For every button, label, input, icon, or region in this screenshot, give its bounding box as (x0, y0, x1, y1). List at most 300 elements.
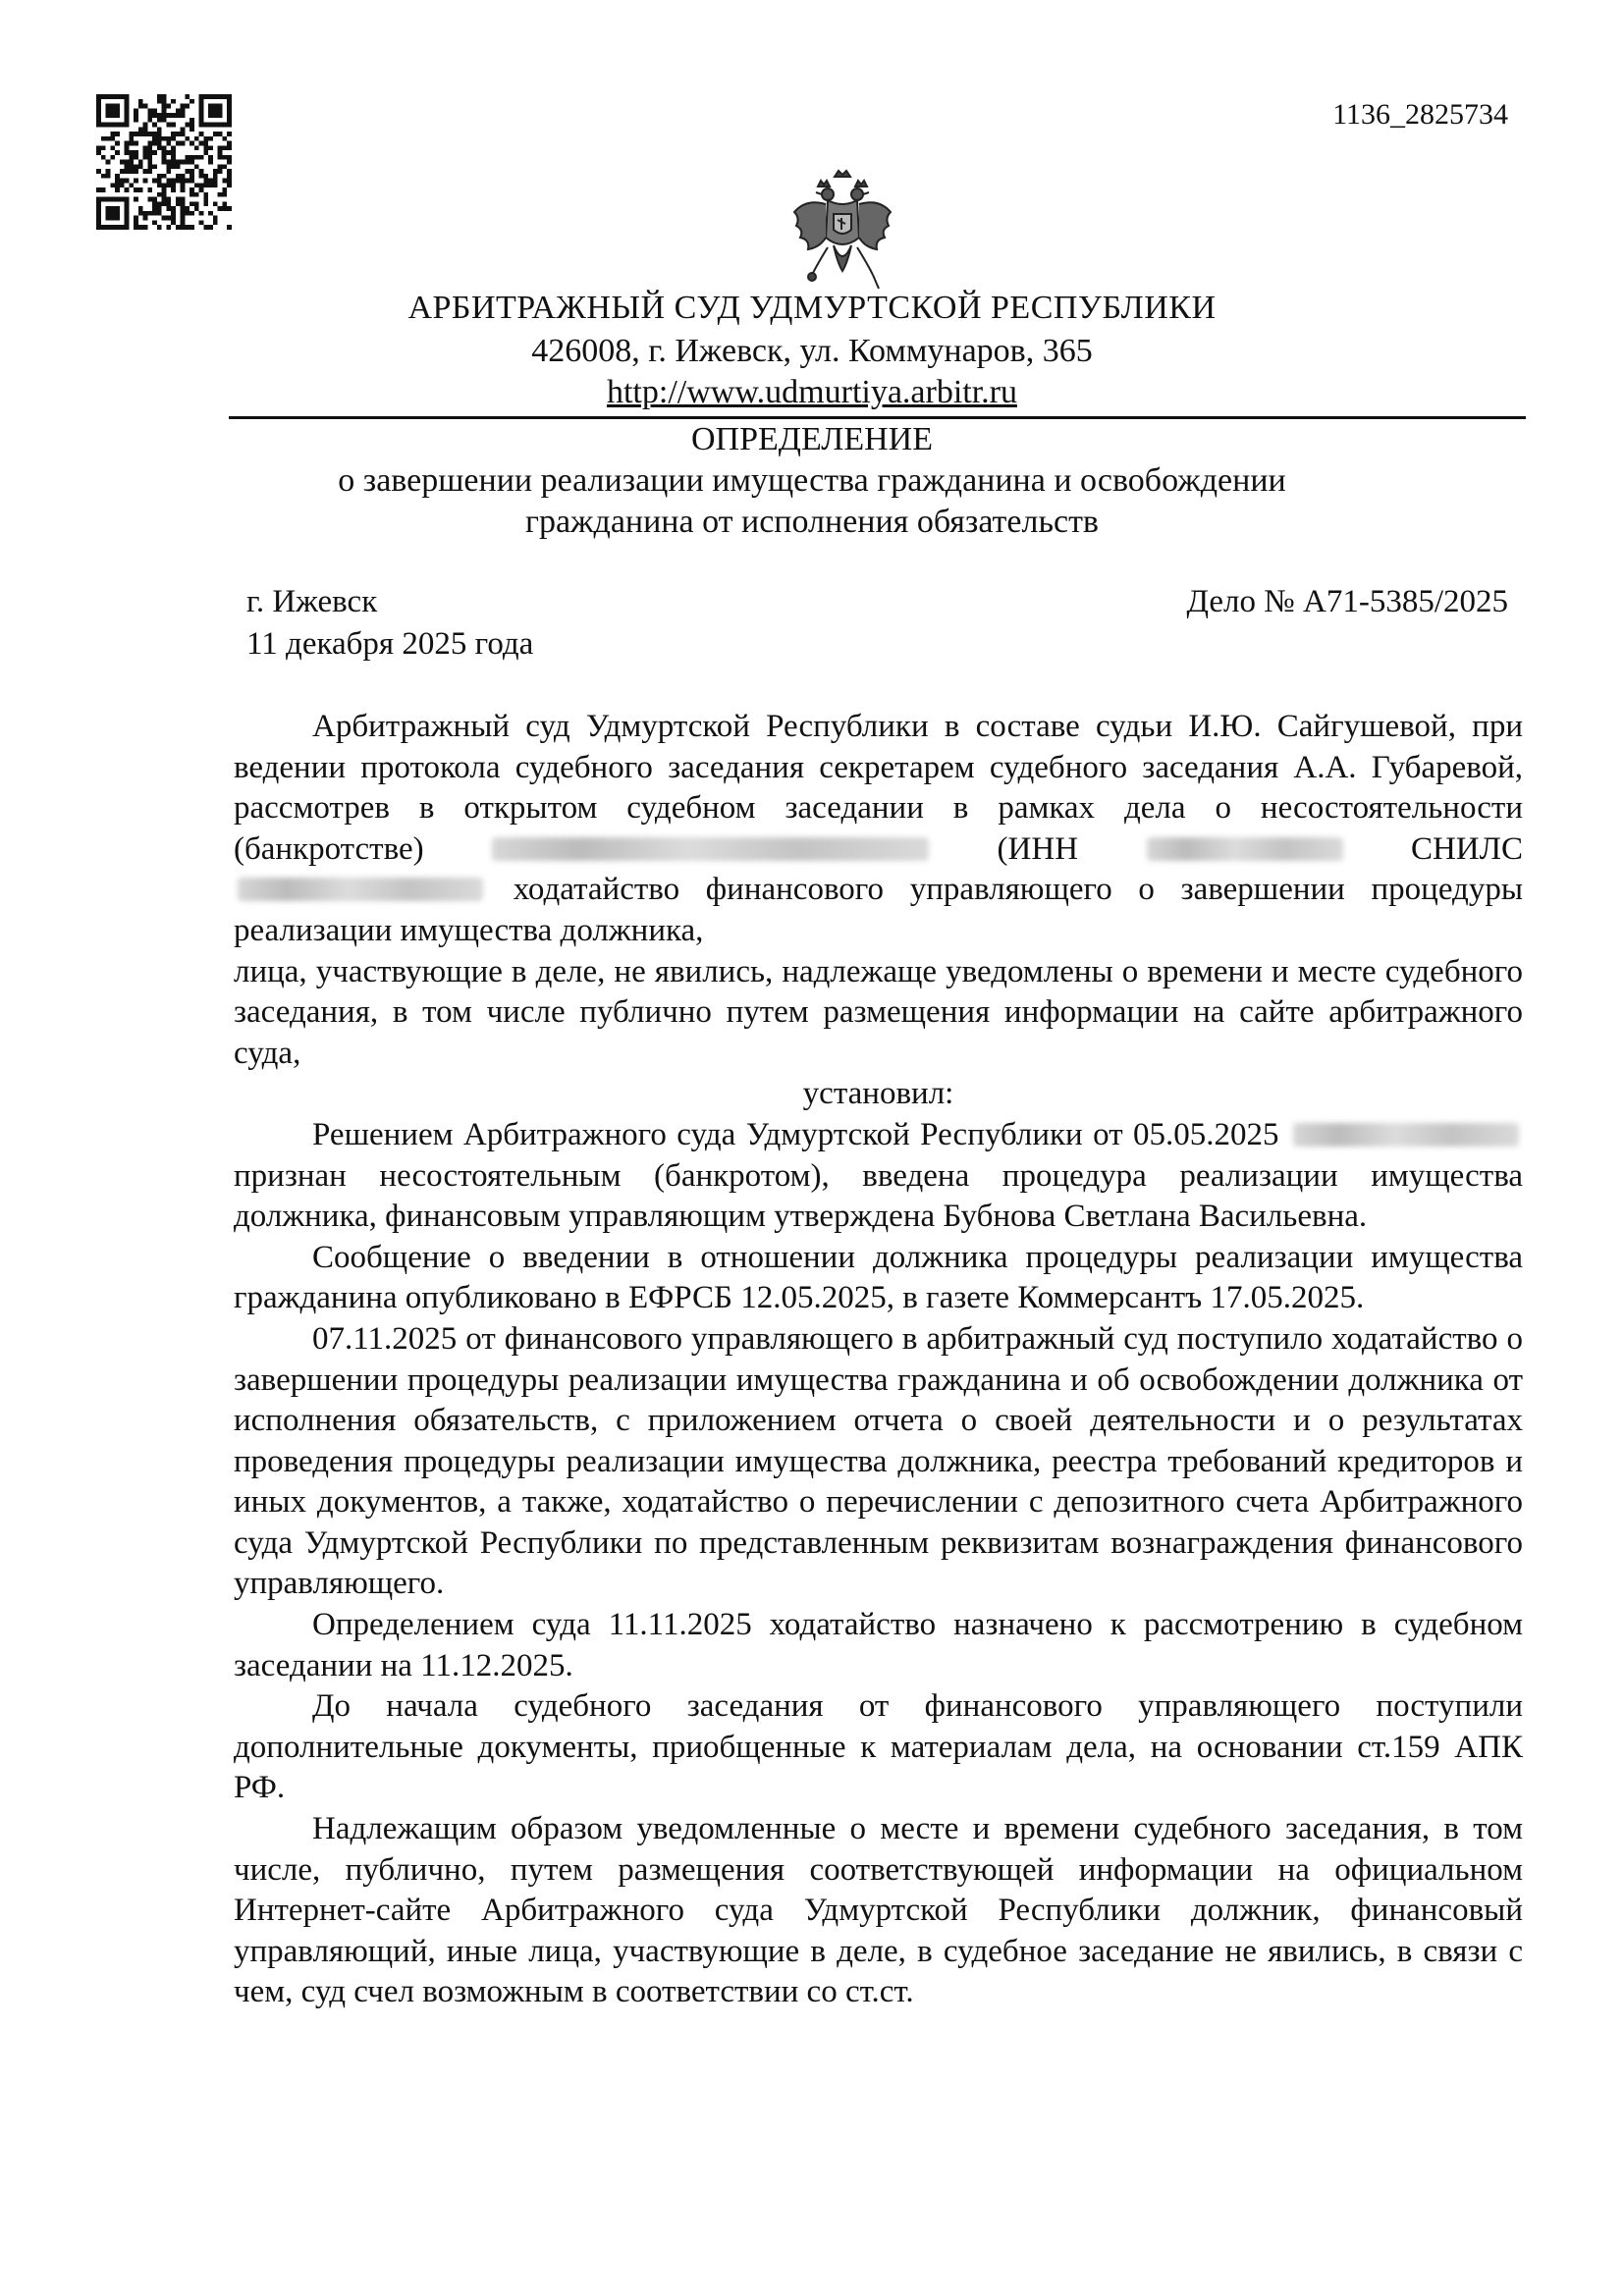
qr-module (110, 216, 115, 221)
qr-module (176, 201, 181, 206)
qr-module (125, 145, 130, 150)
qr-module (138, 225, 143, 230)
qr-module (162, 150, 167, 155)
court-address: 426008, г. Ижевск, ул. Коммунаров, 365 (531, 333, 1093, 369)
qr-module (106, 211, 111, 216)
qr-module (143, 225, 148, 230)
qr-module (181, 179, 186, 184)
qr-module (125, 94, 130, 99)
qr-module (115, 123, 120, 128)
qr-module (125, 201, 130, 206)
qr-module (203, 179, 208, 184)
qr-module (152, 211, 157, 216)
qr-module (101, 94, 106, 99)
document-subtitle-line-1: о завершении реализации имущества гражданина и освобождении (338, 462, 1286, 499)
qr-module (106, 136, 111, 141)
qr-module (115, 132, 120, 136)
qr-module (125, 216, 130, 221)
qr-module (176, 225, 181, 230)
qr-module (227, 123, 232, 128)
qr-module (171, 155, 176, 160)
text-segment: Решением Арбитражного суда Удмуртской Республики от 05.05.2025 (312, 1116, 1279, 1152)
qr-module (199, 132, 204, 136)
qr-module (96, 108, 101, 113)
qr-module (129, 141, 134, 146)
qr-module (185, 104, 189, 109)
qr-module (115, 150, 120, 155)
qr-module (152, 206, 157, 211)
qr-module (106, 104, 111, 109)
qr-module (115, 179, 120, 184)
qr-module (218, 150, 223, 155)
paragraph-attendance: лица, участвующие в деле, не явились, надлежаще уведомлены о времени и месте судебного заседания, в том числе публично путем размещения информации на сайте арбитражного суда, (234, 953, 1523, 1071)
qr-module (157, 225, 162, 230)
qr-module (162, 118, 167, 123)
qr-module (227, 179, 232, 184)
qr-module (129, 160, 134, 165)
qr-module (208, 94, 213, 99)
qr-module (171, 211, 176, 216)
qr-module (189, 123, 194, 128)
qr-module (213, 108, 218, 113)
qr-module (189, 211, 194, 216)
qr-module (115, 141, 120, 146)
qr-module (176, 160, 181, 165)
qr-module (199, 113, 204, 118)
qr-module (162, 136, 167, 141)
qr-module (120, 123, 125, 128)
qr-module (125, 211, 130, 216)
qr-module (213, 104, 218, 109)
qr-module (110, 197, 115, 202)
qr-module (171, 113, 176, 118)
qr-module (185, 94, 189, 99)
qr-module (152, 136, 157, 141)
qr-module (218, 108, 223, 113)
qr-module (106, 216, 111, 221)
qr-module (194, 164, 199, 169)
qr-module (138, 99, 143, 104)
qr-module (222, 164, 227, 169)
qr-module (171, 179, 176, 184)
text-segment: СНИЛС (1410, 830, 1524, 867)
qr-module (176, 197, 181, 202)
qr-module (166, 160, 171, 165)
qr-module (213, 113, 218, 118)
qr-module (106, 174, 111, 179)
qr-module (147, 145, 152, 150)
qr-module (129, 155, 134, 160)
qr-module (110, 94, 115, 99)
qr-module (143, 104, 148, 109)
qr-module (125, 150, 130, 155)
qr-module (185, 169, 189, 174)
qr-module (176, 141, 181, 146)
qr-module (147, 160, 152, 165)
qr-module (166, 141, 171, 146)
qr-module (189, 201, 194, 206)
qr-module (208, 104, 213, 109)
qr-module (157, 145, 162, 150)
qr-module (199, 118, 204, 123)
redacted-snils (238, 878, 483, 901)
qr-module (218, 94, 223, 99)
qr-module (199, 108, 204, 113)
qr-module (203, 150, 208, 155)
qr-module (189, 155, 194, 160)
qr-module (227, 113, 232, 118)
qr-module (218, 145, 223, 150)
qr-module (189, 118, 194, 123)
qr-module (147, 132, 152, 136)
qr-module (189, 174, 194, 179)
qr-module (181, 174, 186, 179)
qr-module (171, 220, 176, 225)
qr-module (185, 179, 189, 184)
qr-module (218, 206, 223, 211)
qr-module (115, 225, 120, 230)
qr-module (199, 155, 204, 160)
qr-module (208, 179, 213, 184)
qr-module (166, 216, 171, 221)
qr-module (171, 160, 176, 165)
case-number: Дело № А71-5385/2025 (1186, 584, 1508, 619)
paragraph-hearing-scheduled: Определением суда 11.11.2025 ходатайство назначено к рассмотрению в судебном заседании на 11.12.2025. (234, 1607, 1523, 1683)
qr-module (106, 94, 111, 99)
qr-module (185, 155, 189, 160)
qr-module (110, 104, 115, 109)
qr-module (203, 145, 208, 150)
redacted-debtor-name (492, 837, 929, 861)
qr-module (120, 197, 125, 202)
qr-module (115, 216, 120, 221)
document-id: 1136_2825734 (1332, 98, 1508, 131)
qr-module (171, 187, 176, 192)
qr-module (101, 136, 106, 141)
qr-module (203, 123, 208, 128)
qr-module (125, 206, 130, 211)
qr-module (101, 123, 106, 128)
qr-module (176, 113, 181, 118)
qr-module (96, 225, 101, 230)
qr-module (181, 104, 186, 109)
qr-module (213, 169, 218, 174)
text-segment: (ИНН (997, 830, 1079, 867)
qr-module (96, 150, 101, 155)
qr-module (110, 155, 115, 160)
qr-module (157, 127, 162, 132)
qr-module (115, 206, 120, 211)
qr-module (213, 179, 218, 184)
qr-module (162, 192, 167, 197)
qr-module (213, 94, 218, 99)
qr-module (171, 216, 176, 221)
qr-module (125, 197, 130, 202)
qr-module (134, 179, 138, 184)
decision-date: 11 декабря 2025 года (246, 626, 534, 662)
qr-module (227, 118, 232, 123)
qr-module (115, 104, 120, 109)
qr-module (181, 108, 186, 113)
qr-module (166, 183, 171, 187)
qr-code-icon (96, 94, 232, 230)
qr-module (181, 216, 186, 221)
redacted-debtor-name-2 (1293, 1123, 1519, 1147)
qr-module (152, 197, 157, 202)
qr-module (199, 104, 204, 109)
qr-module (222, 123, 227, 128)
qr-module (129, 164, 134, 169)
qr-module (125, 225, 130, 230)
qr-module (218, 104, 223, 109)
qr-module (203, 225, 208, 230)
qr-module (218, 164, 223, 169)
qr-module (176, 174, 181, 179)
qr-module (134, 169, 138, 174)
qr-module (120, 169, 125, 174)
qr-module (110, 183, 115, 187)
qr-module (222, 179, 227, 184)
qr-module (152, 150, 157, 155)
qr-module (166, 123, 171, 128)
text-segment: ходатайство финансового управляющего о завершении процедуры реализации имущества должника, (234, 872, 1524, 948)
qr-module (134, 164, 138, 169)
qr-module (181, 220, 186, 225)
qr-module (125, 141, 130, 146)
qr-module (120, 160, 125, 165)
qr-module (171, 145, 176, 150)
qr-module (138, 127, 143, 132)
qr-module (96, 94, 101, 99)
qr-module (143, 169, 148, 174)
qr-module (96, 220, 101, 225)
qr-module (143, 179, 148, 184)
document-body (234, 707, 1523, 2013)
qr-module (171, 164, 176, 169)
qr-module (152, 123, 157, 128)
qr-module (125, 118, 130, 123)
qr-module (227, 183, 232, 187)
qr-module (181, 197, 186, 202)
qr-module (110, 145, 115, 150)
qr-module (189, 179, 194, 184)
qr-module (166, 197, 171, 202)
qr-module (96, 187, 101, 192)
qr-module (189, 187, 194, 192)
qr-module (208, 123, 213, 128)
qr-module (222, 201, 227, 206)
qr-module (208, 108, 213, 113)
qr-module (138, 160, 143, 165)
qr-module (106, 108, 111, 113)
qr-module (138, 206, 143, 211)
paragraph-publication: Сообщение о введении в отношении должника процедуры реализации имущества гражданина опубликовано в ЕФРСБ 12.05.2025, в газете Коммерсантъ 17.05.2025. (234, 1239, 1523, 1316)
qr-module (157, 132, 162, 136)
qr-module (96, 211, 101, 216)
qr-module (115, 197, 120, 202)
qr-module (166, 206, 171, 211)
qr-module (110, 123, 115, 128)
qr-module (152, 201, 157, 206)
qr-module (129, 150, 134, 155)
qr-module (147, 113, 152, 118)
qr-module (125, 99, 130, 104)
document-type-title: ОПРЕДЕЛЕНИЕ (690, 421, 933, 457)
qr-module (134, 187, 138, 192)
qr-module (110, 136, 115, 141)
court-website (0, 373, 1624, 412)
qr-module (194, 136, 199, 141)
qr-module (147, 118, 152, 123)
qr-module (157, 192, 162, 197)
qr-module (213, 132, 218, 136)
qr-module (147, 155, 152, 160)
qr-module (176, 179, 181, 184)
qr-module (218, 169, 223, 174)
qr-module (125, 108, 130, 113)
qr-module (106, 197, 111, 202)
qr-module (185, 225, 189, 230)
qr-module (110, 211, 115, 216)
paragraph-decision (234, 1115, 1523, 1238)
qr-module (166, 169, 171, 174)
paragraph-notification: Надлежащим образом уведомленные о месте и времени судебного заседания, в том числе, публично, путем размещения соответствующей информации на официальном Интернет-сайте Арбитражного суда Удмуртской Республики должник, финансовый управляющий, иные лица, участвующие в деле, в судебное заседание не явились, в связи с чем, суд счел возможным в соответствии со ст.ст. (234, 1811, 1523, 2010)
qr-module (157, 206, 162, 211)
qr-module (120, 183, 125, 187)
qr-module (203, 94, 208, 99)
qr-module (171, 132, 176, 136)
qr-module (96, 118, 101, 123)
qr-module (213, 174, 218, 179)
qr-module (208, 113, 213, 118)
qr-module (129, 183, 134, 187)
qr-module (218, 192, 223, 197)
qr-module (138, 187, 143, 192)
qr-module (166, 104, 171, 109)
qr-module (147, 187, 152, 192)
qr-module (189, 192, 194, 197)
document-subtitle-line-2: гражданина от исполнения обязательств (525, 504, 1099, 540)
qr-module (199, 183, 204, 187)
header-divider (229, 416, 1526, 419)
coat-of-arms-emblem-icon (788, 169, 896, 291)
qr-module (96, 201, 101, 206)
qr-module (227, 145, 232, 150)
qr-module (134, 113, 138, 118)
qr-module (110, 132, 115, 136)
qr-module (134, 132, 138, 136)
qr-module (143, 150, 148, 155)
qr-module (147, 211, 152, 216)
qr-module (162, 113, 167, 118)
qr-module (129, 169, 134, 174)
qr-module (218, 132, 223, 136)
qr-module (227, 132, 232, 136)
qr-module (101, 187, 106, 192)
qr-module (157, 141, 162, 146)
qr-module (181, 132, 186, 136)
qr-module (125, 164, 130, 169)
qr-module (138, 104, 143, 109)
qr-module (101, 197, 106, 202)
qr-module (147, 169, 152, 174)
qr-module (166, 150, 171, 155)
qr-module (213, 216, 218, 221)
qr-module (222, 94, 227, 99)
city: г. Ижевск (246, 584, 378, 619)
qr-module (147, 150, 152, 155)
qr-module (157, 183, 162, 187)
established-heading: установил: (802, 1076, 954, 1112)
qr-module (143, 216, 148, 221)
qr-module (120, 179, 125, 184)
paragraph-additional-documents: До начала судебного заседания от финансового управляющего поступили дополнительные документы, приобщенные к материалам дела, на основании ст.159 АПК РФ. (234, 1688, 1523, 1806)
qr-module (157, 179, 162, 184)
qr-module (227, 99, 232, 104)
qr-module (143, 211, 148, 216)
qr-module (125, 179, 130, 184)
qr-module (157, 174, 162, 179)
qr-module (157, 118, 162, 123)
qr-module (208, 211, 213, 216)
qr-module (171, 183, 176, 187)
qr-module (125, 104, 130, 109)
qr-module (181, 183, 186, 187)
court-website-link[interactable]: http://www.udmurtiya.arbitr.ru (606, 374, 1017, 410)
qr-module (152, 141, 157, 146)
qr-module (134, 220, 138, 225)
qr-module (125, 123, 130, 128)
qr-module (199, 220, 204, 225)
qr-module (96, 104, 101, 109)
qr-module (222, 192, 227, 197)
qr-module (213, 220, 218, 225)
qr-module (125, 113, 130, 118)
qr-module (162, 183, 167, 187)
qr-module (125, 220, 130, 225)
qr-module (115, 183, 120, 187)
qr-module (227, 108, 232, 113)
qr-module (194, 145, 199, 150)
qr-module (152, 220, 157, 225)
qr-module (147, 164, 152, 169)
qr-module (218, 123, 223, 128)
qr-module (199, 94, 204, 99)
qr-module (96, 216, 101, 221)
qr-module (189, 225, 194, 230)
qr-module (106, 169, 111, 174)
qr-module (227, 141, 232, 146)
qr-module (185, 136, 189, 141)
qr-module (110, 206, 115, 211)
qr-module (189, 127, 194, 132)
qr-module (185, 160, 189, 165)
qr-module (227, 160, 232, 165)
qr-module (218, 113, 223, 118)
qr-module (101, 145, 106, 150)
qr-module (203, 192, 208, 197)
qr-module (147, 141, 152, 146)
paragraph-intro (234, 707, 1523, 952)
qr-module (227, 225, 232, 230)
qr-module (134, 108, 138, 113)
qr-module (199, 174, 204, 179)
qr-module (227, 155, 232, 160)
qr-module (194, 206, 199, 211)
qr-module (110, 108, 115, 113)
qr-module (185, 206, 189, 211)
qr-module (147, 197, 152, 202)
